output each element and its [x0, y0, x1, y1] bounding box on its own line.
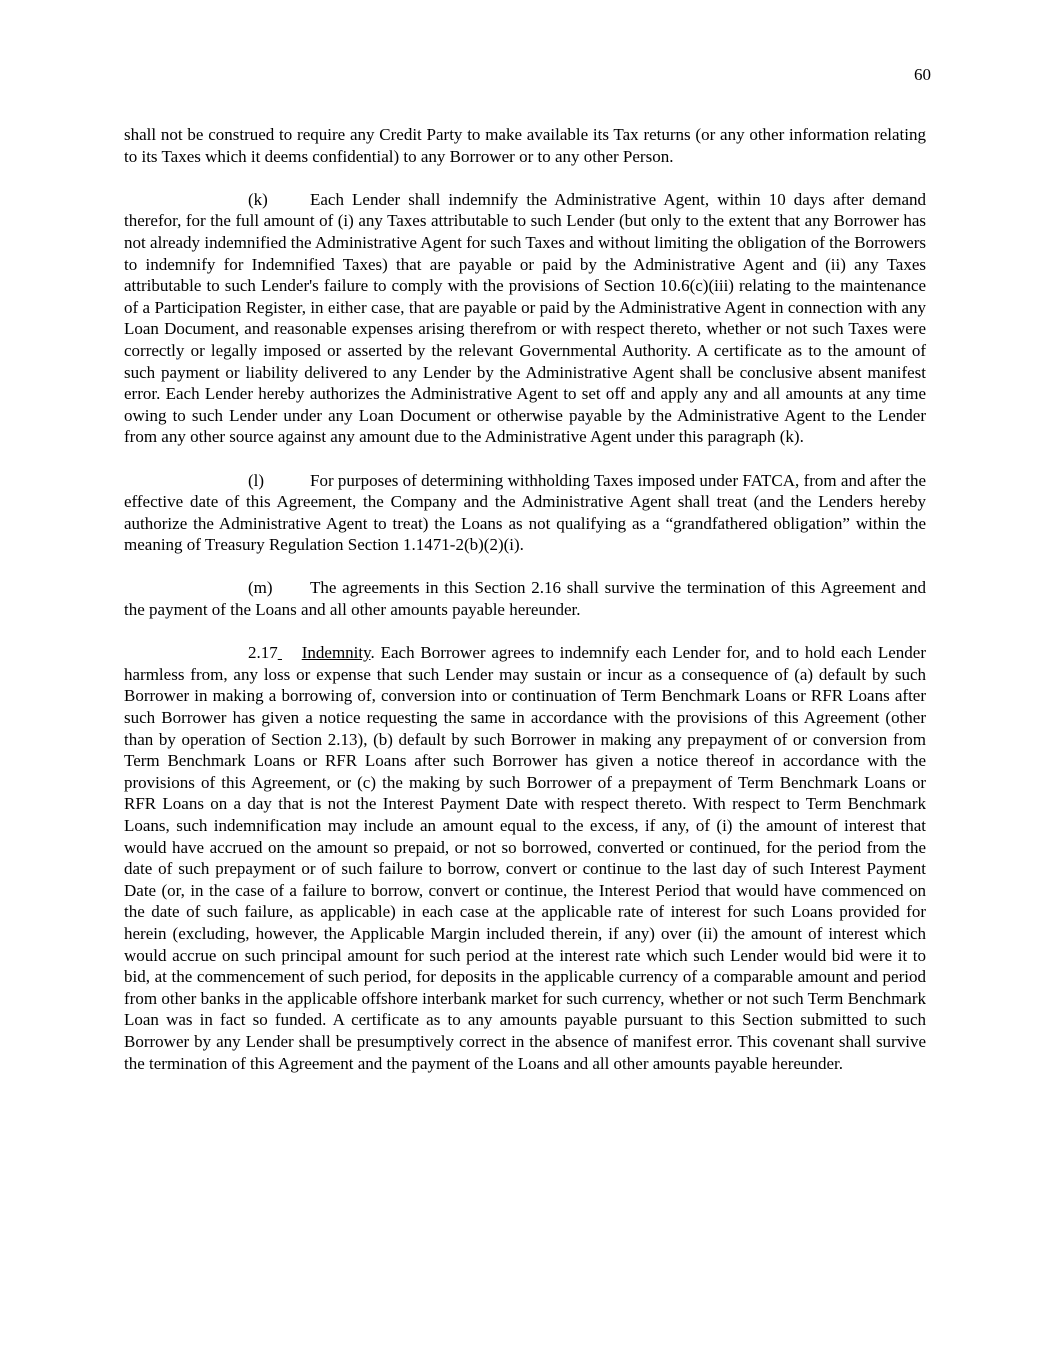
paragraph-l-marker: (l)	[248, 470, 265, 490]
paragraph-m	[124, 577, 926, 620]
paragraph-m-marker: (m)	[248, 578, 273, 598]
paragraph-k	[124, 189, 926, 448]
section-2-17	[124, 642, 926, 1074]
paragraph-intro	[124, 124, 926, 167]
document-body	[124, 124, 926, 1096]
section-2-17-heading: Indemnity	[301, 643, 371, 663]
paragraph-k-text: Each Lender shall indemnify the Administrative Agent, within 10 days after demand therefor, for the full amount of (i) any Taxes attributable to such Lender (but only to the extent that any Borrower has not already indemnified the Administrative Agent for such Taxes and without limiting the obligation of the Borrowers to indemnify for Indemnified Taxes) that are payable or paid by the Administrative Agent and (ii) any Taxes attributable to such Lender's failure to comply with the provisions of Section 10.6(c)(iii) relating to the maintenance of a Participation Register, in either case, that are payable or paid by the Administrative Agent in connection with any Loan Document, and reasonable expenses arising therefrom or with respect thereto, whether or not such Taxes were correctly or legally imposed or asserted by the relevant Governmental Authority. A certificate as to the amount of such payment or liability delivered to any Lender by the Administrative Agent shall be conclusive absent manifest error. Each Lender hereby authorizes the Administrative Agent to set off and apply any and all amounts at any time owing to such Lender under any Loan Document or otherwise payable by the Administrative Agent to the Lender from any other source against any amount due to the Administrative Agent under this paragraph (k).	[124, 189, 926, 447]
section-2-17-gap	[278, 642, 302, 664]
paragraph-k-marker: (k)	[248, 189, 268, 209]
page-number: 60	[914, 65, 931, 84]
paragraph-intro-text: shall not be construed to require any Credit Party to make available its Tax returns (or any other information relating to its Taxes which it deems confidential) to any Borrower or to any other Person.	[124, 125, 926, 166]
paragraph-l	[124, 470, 926, 556]
section-2-17-text: . Each Borrower agrees to indemnify each Lender for, and to hold each Lender harmless from, any loss or expense that such Lender may sustain or incur as a consequence of (a) default by such Borrower in making a borrowing of, conversion into or continuation of Term Benchmark Loans or RFR Loans after such Borrower has given a notice requesting the same in accordance with the provisions of this Agreement (other than by operation of Section 2.13), (b) default by such Borrower in making any prepayment of or conversion from Term Benchmark Loans or RFR Loans after such Borrower has given a notice thereof in accordance with the provisions of this Agreement, or (c) the making by such Borrower of a prepayment of Term Benchmark Loans or RFR Loans on a day that is not the Interest Payment Date with respect thereto. With respect to Term Benchmark Loans, such indemnification may include an amount equal to the excess, if any, of (i) the amount of interest that would have accrued on the amount so prepaid, or not so borrowed, converted or continued, for the period from the date of such prepayment or of such failure to borrow, convert or continue to the last day of such Interest Payment Date (or, in the case of a failure to borrow, convert or continue, the Interest Period that would have commenced on the date of such failure, as applicable) in each case at the applicable rate of interest for such Loans provided for herein (excluding, however, the Applicable Margin included therein, if any) over (ii) the amount of interest which would accrue on such principal amount for such period at the interest rate which such Lender would bid were it to bid, at the commencement of such period, for deposits in the applicable currency of a comparable amount and period from other banks in the applicable offshore interbank market for such currency, whether or not such Term Benchmark Loan was in fact so funded. A certificate as to any amounts payable pursuant to this Section submitted to such Borrower by any Lender shall be presumptively correct in the absence of manifest error. This covenant shall survive the termination of this Agreement and the payment of the Loans and all other amounts payable hereunder.	[124, 643, 926, 1073]
paragraph-l-text: For purposes of determining withholding Taxes imposed under FATCA, from and after the effective date of this Agreement, the Company and the Administrative Agent shall treat (and the Lenders hereby authorize the Administrative Agent to treat) the Loans as not qualifying as a “grandfathered obligation” within the meaning of Treasury Regulation Section 1.1471-2(b)(2)(i).	[124, 470, 926, 555]
paragraph-m-text: The agreements in this Section 2.16 shall survive the termination of this Agreement and the payment of the Loans and all other amounts payable hereunder.	[124, 578, 926, 620]
section-2-17-number: 2.17	[248, 643, 278, 663]
